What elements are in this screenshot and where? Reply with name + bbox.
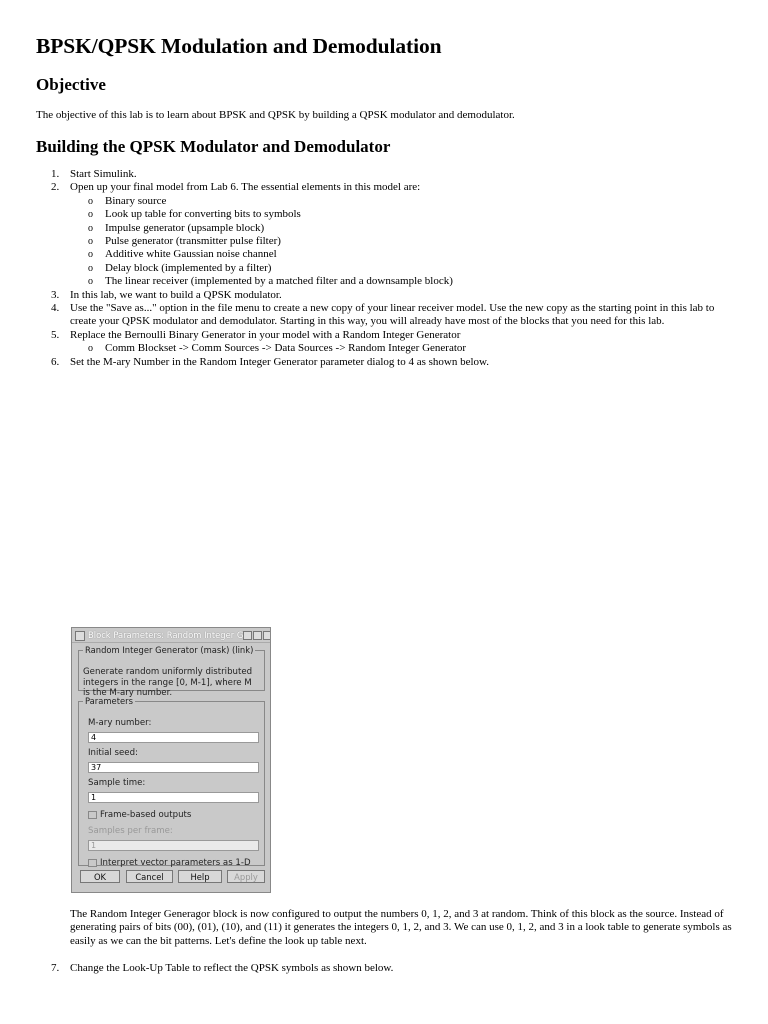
block-description: Generate random uniformly distributed integers in the range [0, M-1], where M is the M-ary number. <box>83 667 253 698</box>
mary-number-label: M-ary number: <box>88 718 152 728</box>
sample-time-input[interactable]: 1 <box>88 792 259 803</box>
list-item: o The linear receiver (implemented by a matched filter and a downsample block) <box>88 275 453 288</box>
samples-per-frame-input[interactable]: 1 <box>88 840 259 851</box>
building-heading: Building the QPSK Modulator and Demodulator <box>36 137 391 156</box>
list-item: o Comm Blockset -> Comm Sources -> Data Sources -> Random Integer Generator <box>88 342 467 355</box>
step-text: Use the "Save as..." option in the file menu to create a new copy of your linear receiver model. Use the new copy as the starting point in this lab to create your QPSK modulator and demodulator. Starting in this way, you will already have most of the blocks that you need for this lab. <box>70 302 715 328</box>
objective-text: The objective of this lab is to learn about BPSK and QPSK by building a QPSK modulator and demodulator. <box>36 109 515 121</box>
step-text: In this lab, we want to build a QPSK modulator. <box>70 288 282 301</box>
step-number: 5. <box>51 328 60 341</box>
bullet-icon: o <box>88 276 93 288</box>
list-item: o Look up table for converting bits to symbols <box>88 208 301 221</box>
frame-based-label: Frame-based outputs <box>100 810 192 820</box>
apply-button[interactable]: Apply <box>227 870 265 883</box>
step-1 <box>36 168 736 181</box>
group-legend: Random Integer Generator (mask) (link) <box>85 645 254 655</box>
mask-description-group <box>78 645 265 698</box>
initial-seed-input[interactable]: 37 <box>88 762 259 773</box>
list-item: o Delay block (implemented by a filter) <box>88 261 272 274</box>
cancel-button[interactable]: Cancel <box>126 870 173 883</box>
step-number: 2. <box>51 181 60 194</box>
samples-per-frame-label: Samples per frame: <box>88 826 173 836</box>
bullet-icon: o <box>88 222 93 234</box>
interpret-vector-label: Interpret vector parameters as 1-D <box>100 858 251 868</box>
step-2 <box>36 181 736 288</box>
frame-based-checkbox[interactable] <box>88 810 191 820</box>
list-item: o Additive white Gaussian noise channel <box>88 248 277 261</box>
maximize-icon[interactable] <box>253 631 262 640</box>
bullet-icon: o <box>88 209 93 221</box>
block-parameters-dialog <box>71 627 271 893</box>
page-title: BPSK/QPSK Modulation and Demodulation <box>36 34 442 58</box>
step-2-sublist <box>70 195 736 289</box>
step-number: 3. <box>51 288 60 301</box>
step-number: 4. <box>51 302 60 315</box>
objective-heading: Objective <box>36 75 106 94</box>
interpret-vector-checkbox[interactable] <box>88 858 251 868</box>
step-6 <box>36 356 736 369</box>
bullet-icon: o <box>88 236 93 248</box>
bullet-icon: o <box>88 262 93 274</box>
step-text: Change the Look-Up Table to reflect the QPSK symbols as shown below. <box>70 962 394 974</box>
step-5 <box>36 329 736 356</box>
sample-time-label: Sample time: <box>88 778 146 788</box>
group-legend: Parameters <box>85 696 133 706</box>
ok-button[interactable]: OK <box>80 870 120 883</box>
step-text: Open up your final model from Lab 6. The essential elements in this model are: <box>70 181 421 194</box>
dialog-buttons <box>78 870 265 886</box>
checkbox-icon[interactable] <box>88 859 97 867</box>
step-text: Start Simulink. <box>70 168 137 180</box>
mary-number-input[interactable]: 4 <box>88 732 259 743</box>
checkbox-icon[interactable] <box>88 811 97 819</box>
parameters-group <box>78 696 265 866</box>
list-item: o Binary source <box>88 194 167 207</box>
step-text: Set the M-ary Number in the Random Integer Generator parameter dialog to 4 as shown below. <box>70 355 489 368</box>
dialog-title-bar <box>72 628 270 643</box>
step-3 <box>36 289 736 302</box>
close-icon[interactable] <box>263 631 270 640</box>
step-4 <box>36 302 736 329</box>
minimize-icon[interactable] <box>243 631 252 640</box>
step-5-sublist <box>70 342 736 355</box>
dialog-caption: The Random Integer Generagor block is now configured to output the numbers 0, 1, 2, and 3 at random. Think of this block as the source. Instead of generating pairs of bits (00), (01), (10), and (11) it generates the integers 0, 1, 2, and 3. We can use 0, 1, 2, and 3 in a look table to generate symbols as easily as we can the bit patterns. Let's define the look up table next. <box>70 908 732 947</box>
step-number: 6. <box>51 355 60 368</box>
step-text: Replace the Bernoulli Binary Generator in your model with a Random Integer Generator <box>70 328 461 341</box>
help-button[interactable]: Help <box>178 870 222 883</box>
steps-list <box>36 168 736 369</box>
window-controls <box>242 630 268 640</box>
bullet-icon: o <box>88 343 93 355</box>
initial-seed-label: Initial seed: <box>88 748 138 758</box>
dialog-title: Block Parameters: Random Integer G <box>88 630 244 640</box>
bullet-icon: o <box>88 249 93 261</box>
window-menu-icon[interactable] <box>75 631 85 641</box>
step-number: 1. <box>51 168 60 180</box>
step-number: 7. <box>51 962 60 974</box>
bullet-icon: o <box>88 195 93 207</box>
list-item: o Impulse generator (upsample block) <box>88 221 265 234</box>
list-item: o Pulse generator (transmitter pulse filter) <box>88 235 281 248</box>
step-7 <box>36 962 393 975</box>
